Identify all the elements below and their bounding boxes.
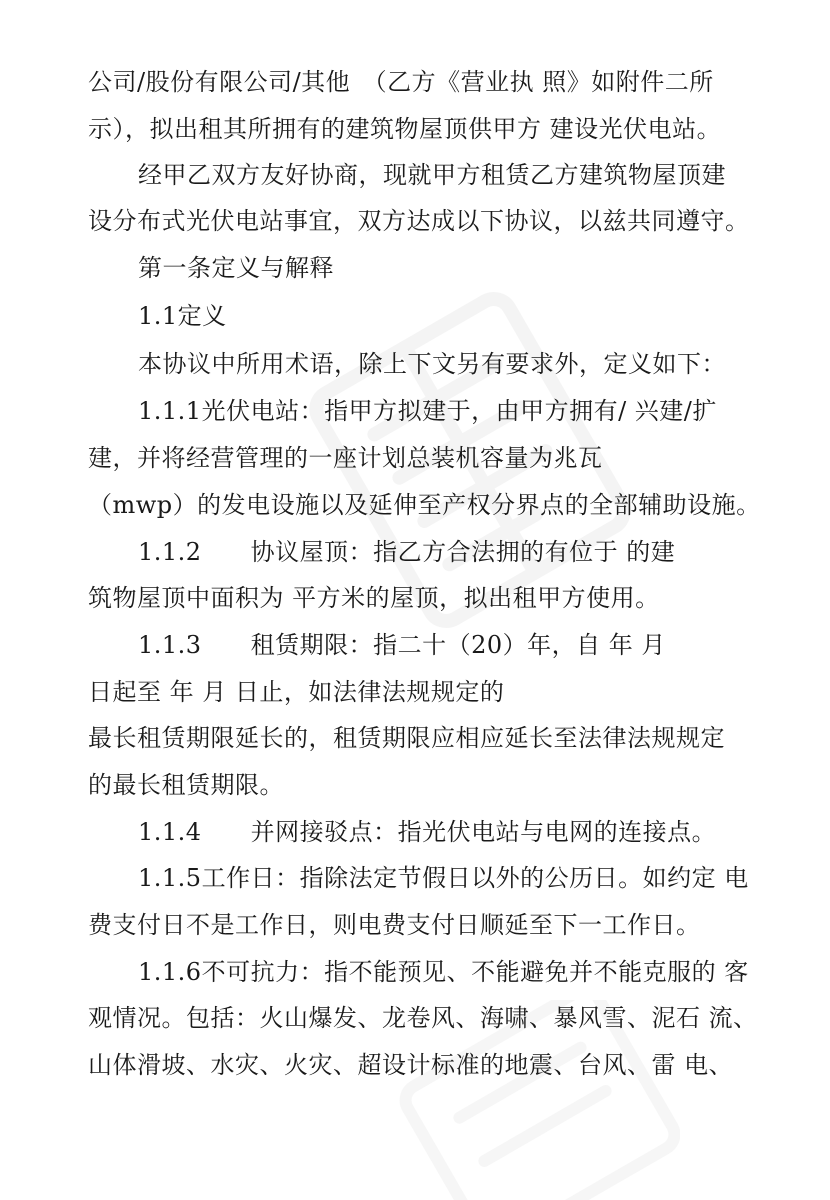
text-line: 最长租赁期限延长的，租赁期限应相应延长至法律法规规定 <box>88 724 725 752</box>
text-line: 山体滑坡、水灾、火灾、超设计标准的地震、台风、雷 电、 <box>88 1051 734 1079</box>
text-line: 1.1.2 协议屋顶：指乙方合法拥的有位于 的建 <box>138 538 676 566</box>
text-line: 1.1.3 租赁期限：指二十（20）年，自 年 月 <box>138 631 666 659</box>
text-line: 日起至 年 月 日止，如法律法规规定的 <box>88 678 505 706</box>
text-line: 1.1.6不可抗力：指不能预见、不能避免并不能克服的 客 <box>138 958 749 986</box>
text-line: 公司/股份有限公司/其他 （乙方《营业执 照》如附件二所 <box>88 68 714 96</box>
text-line: 1.1.4 并网接驳点：指光伏电站与电网的连接点。 <box>138 818 717 846</box>
text-line: 筑物屋顶中面积为 平方米的屋顶，拟出租甲方使用。 <box>88 584 660 612</box>
text-line: 观情况。包括：火山爆发、龙卷风、海啸、暴风雪、泥石 流、 <box>88 1004 758 1032</box>
text-line: （mwp）的发电设施以及延伸至产权分界点的全部辅助设施。 <box>88 491 761 519</box>
text-line: 的最长租赁期限。 <box>88 771 284 799</box>
text-line: 示），拟出租其所拥有的建筑物屋顶供甲方 建设光伏电站。 <box>88 115 722 143</box>
text-line: 经甲乙双方友好协商，现就甲方租赁乙方建筑物屋顶建 <box>138 161 726 189</box>
text-line: 费支付日不是工作日，则电费支付日顺延至下一工作日。 <box>88 911 701 939</box>
text-line: 设分布式光伏电站事宜，双方达成以下协议，以兹共同遵守。 <box>88 207 750 235</box>
section-heading: 第一条定义与解释 <box>138 254 334 282</box>
text-line: 建，并将经营管理的一座计划总装机容量为兆瓦 <box>88 444 603 472</box>
text-line: 1.1.5工作日：指除法定节假日以外的公历日。如约定 电 <box>138 864 749 892</box>
text-line: 本协议中所用术语，除上下文另有要求外，定义如下： <box>138 350 726 378</box>
text-line: 1.1.1光伏电站：指甲方拟建于，由甲方拥有/ 兴建/扩 <box>138 397 717 425</box>
subsection-heading: 1.1定义 <box>138 302 227 330</box>
